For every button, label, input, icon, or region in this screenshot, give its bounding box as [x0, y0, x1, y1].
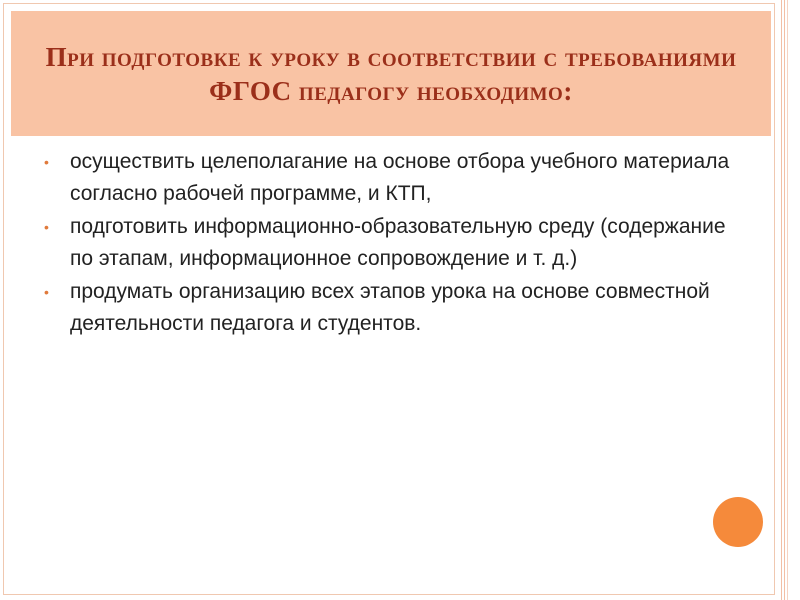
decor-line [787, 0, 788, 600]
bullet-text: осуществить целеполагание на основе отбора учебного материала согласно рабочей программе, и КТП, [70, 150, 730, 205]
bullet-text: продумать организацию всех этапов урока на основе совместной деятельности педагога и студентов. [70, 280, 710, 335]
bullet-dot-icon: • [44, 154, 49, 170]
decor-line [784, 0, 785, 600]
bullet-item [40, 146, 740, 210]
bullet-dot-icon: • [44, 284, 49, 300]
bullet-item [40, 276, 740, 340]
bullet-text: подготовить информационно-образовательную среду (содержание по этапам, информационное сопровождение и т. д.) [70, 215, 726, 270]
bullet-dot-icon: • [44, 219, 49, 235]
decor-line [781, 0, 782, 600]
slide-title: При подготовке к уроку в соответствии с требованиями ФГОС педагогу необходимо: [45, 41, 737, 106]
bullet-list [40, 146, 740, 341]
decor-circle [713, 497, 763, 547]
title-band [11, 11, 771, 136]
bullet-item [40, 211, 740, 275]
